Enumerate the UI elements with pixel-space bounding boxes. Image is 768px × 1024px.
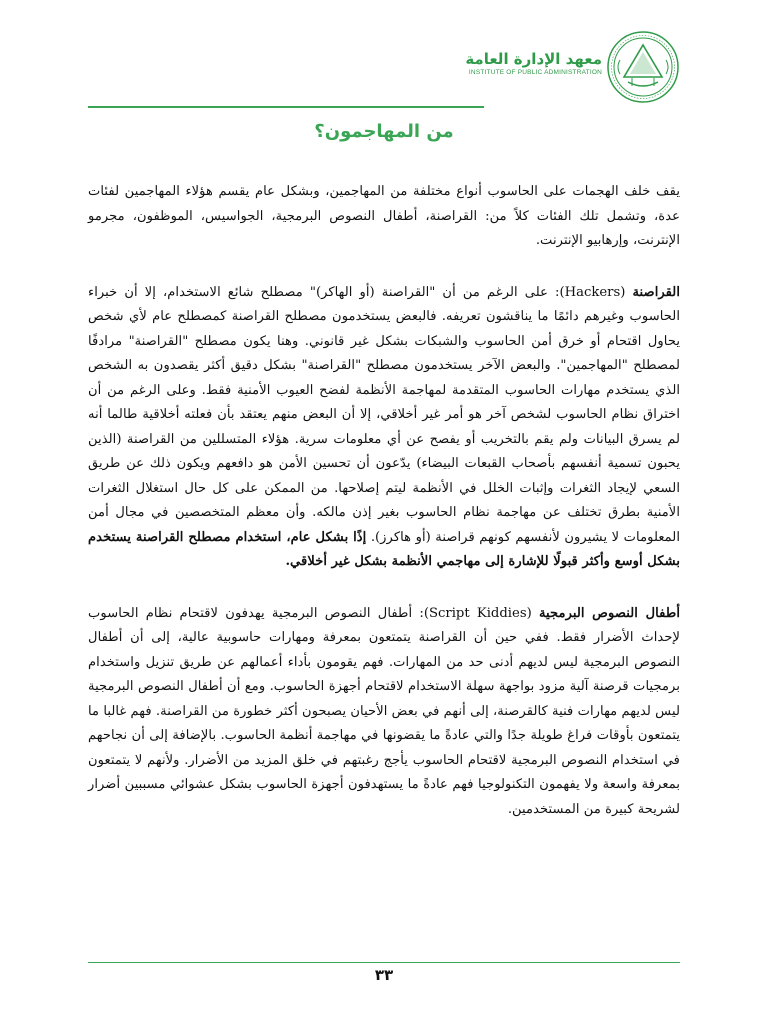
page-title: من المهاجمون؟ [314, 121, 454, 142]
paragraph-text: يقف خلف الهجمات على الحاسوب أنواع مختلفة من المهاجمين، وبشكل عام يقسم هؤلاء المهاجمين لفئات عدة، وتشمل تلك الفئات كلاً من: القراصنة، أطفال النصوص البرمجية، الجواسيس، الموظفون، مجرمو الإنترنت، وإرهابيو الإنترنت. [88, 184, 680, 248]
footer-divider [88, 962, 680, 963]
paragraph-intro [88, 180, 680, 254]
paragraph-lead-script-kiddies: أطفال النصوص البرمجية [538, 605, 680, 621]
paragraph-text: (Hackers): على الرغم من أن "القراصنة (أو الهاكر)" مصطلح شائع الاستخدام، إلا أن خبراء الحاسوب وغيرهم دائمًا ما يناقشون تعريفه. فالبعض يستخدمون مصطلح القراصنة كمصطلح عام لأي شخص يحاول اقتحام أو خرق أمن الحاسوب والشبكات بشكل غير قانوني. وهنا يكون مصطلح "القراصنة" مرادفًا لمصطلح "المهاجمين". والبعض الآخر يستخدمون مصطلح "القراصنة" بشكل دقيق أكثر يقصدون به الشخص الذي يستخدم مهارات الحاسوب المتقدمة لمهاجمة الأنظمة لفضح العيوب الأمنية فقط. وعلى الرغم من أن اختراق نظام الحاسوب لشخص آخر هو أمر غير أخلاقي، إلا أن البعض منهم يعتقد بأن فعلته أخلاقية طالما أنه لم يسرق البيانات ولم يقم بالتخريب أو يفصح عن أي معلومات سرية. هؤلاء المتسللين من القراصنة (الذين يحبون تسمية أنفسهم بأصحاب القبعات البيضاء) يدّعون أن تحسين الأمن هو دافعهم ويكون ذلك عن طريق السعي لإيجاد الثغرات وإثبات الخلل في الأنظمة ليتم إصلاحها. من الممكن على كل حال استغلال الثغرات الأمنية بطرق تختلف عن مهاجمة نظام الحاسوب بغير إذن مالكه. وأن معظم المتخصصين في مجال أمن المعلومات لا يشيرون لأنفسهم كونهم قراصنة (أو هاكرز). [88, 284, 680, 545]
paragraph-script-kiddies [88, 602, 680, 823]
institute-seal-logo [606, 30, 680, 104]
page-number: ٣٣ [374, 966, 394, 984]
paragraph-lead-hackers: القراصنة [632, 284, 680, 300]
paragraph-tail-hackers: إذًا بشكل عام، استخدام مصطلح القراصنة يستخدم بشكل أوسع وأكثر قبولًا للإشارة إلى مهاجمي الأنظمة بشكل غير أخلاقي. [88, 529, 680, 569]
header-divider [88, 106, 484, 108]
paragraph-text: (Script Kiddies): أطفال النصوص البرمجية يهدفون لاقتحام نظام الحاسوب لإحداث الأضرار فقط. ففي حين أن القراصنة يتمتعون بمعرفة ومهارات حاسوبية عالية، إلى أن أطفال النصوص البرمجية ليس لديهم أدنى حد من المهارات. فهم يقومون بأداء أعمالهم عن طريق تنزيل واستخدام برمجيات قرصنة آلية مزود بواجهة سهلة الاستخدام لاقتحام أجهزة الحاسوب. ومع أن أطفال النصوص البرمجية ليس لديهم مهارات فنية كالقرصنة، إلى أنهم في بعض الأحيان يصبحون أكثر خطورة من القراصنة. فهم غالبا ما يتمتعون بأوقات فراغ طويلة جدًا والتي عادةً ما يقضونها في مهاجمة أنظمة الحاسوب. بالإضافة إلى أن نجاحهم في استخدام النصوص البرمجية لاقتحام الحاسوب يأجج رغبتهم في خلق المزيد من الأضرار. ولأنهم لا يتمتعون بمعرفة واسعة ولا يفهمون التكنولوجيا فهم عادةً ما يستهدفون أجهزة الحاسوب بشكل عشوائي مسببين أضرار لشريحة كبيرة من المستخدمين. [88, 605, 680, 817]
institute-name-arabic: معهد الإدارة العامة [465, 50, 602, 68]
paragraph-hackers [88, 281, 680, 575]
institute-name [465, 50, 602, 76]
document-body [88, 180, 680, 849]
page-header [0, 28, 768, 108]
institute-name-english: INSTITUTE OF PUBLIC ADMINISTRATION [468, 69, 602, 76]
